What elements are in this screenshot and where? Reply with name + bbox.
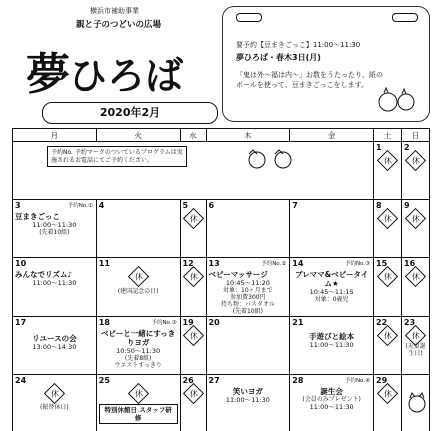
day-cell bbox=[96, 200, 180, 258]
event-title: プレママ&ベビータイム★ bbox=[294, 270, 369, 288]
closed-label: 休 bbox=[411, 331, 420, 340]
event-note: 対象：10ヶ月まで bbox=[223, 287, 273, 294]
day-cell bbox=[13, 258, 97, 317]
day-cell bbox=[180, 258, 206, 317]
day-number: 18 bbox=[98, 318, 110, 327]
logo-kanji: 夢 bbox=[26, 49, 69, 100]
day-number: 2 bbox=[404, 143, 410, 152]
closed-label: 休 bbox=[383, 156, 392, 165]
closed-mark bbox=[377, 150, 398, 171]
day-cell bbox=[96, 258, 180, 317]
event-title: 手遊びと絵本 bbox=[309, 332, 355, 341]
day-cell bbox=[402, 142, 430, 200]
day-cell bbox=[374, 375, 402, 431]
weekday-tue: 火 bbox=[96, 129, 180, 142]
day-cell bbox=[96, 317, 180, 375]
closed-label: 休 bbox=[189, 214, 197, 223]
beans-icon bbox=[236, 13, 262, 22]
oni-icon bbox=[376, 86, 416, 114]
closed-mark bbox=[405, 208, 426, 229]
holiday-note: (建国記念の日) bbox=[117, 288, 159, 295]
day-cell bbox=[290, 317, 374, 375]
day-number: 16 bbox=[404, 259, 416, 268]
event-title: ベビーと一緒にすっきりヨガ bbox=[101, 329, 176, 347]
month-label: 2020年2月 bbox=[42, 102, 218, 124]
oni-mask-icon bbox=[404, 392, 430, 414]
legend-cell bbox=[13, 142, 374, 200]
event-time: 10:45～11:15 bbox=[309, 288, 354, 296]
event-note: (先着8組) bbox=[124, 355, 152, 362]
day-cell bbox=[180, 317, 206, 375]
reservation-no: 予約No.③ bbox=[344, 261, 370, 267]
event-note: 対象：0歳児 bbox=[314, 296, 349, 303]
day-cell bbox=[290, 258, 374, 317]
notice bbox=[222, 4, 436, 126]
day-number: 20 bbox=[208, 318, 220, 327]
closed-mark bbox=[405, 266, 426, 287]
event-note: (先着10組) bbox=[232, 308, 264, 315]
day-cell bbox=[374, 258, 402, 317]
week-row bbox=[13, 317, 430, 375]
subtitle: 親と子のつどいの広場 bbox=[76, 20, 162, 30]
event-time: 11:00～11:30 bbox=[32, 221, 77, 229]
closed-label: 休 bbox=[383, 272, 392, 281]
week-row bbox=[13, 200, 430, 258]
closed-label: 休 bbox=[189, 272, 197, 281]
day-cell bbox=[290, 375, 374, 431]
special-closure-note: 特別休館日 スタッフ研修 bbox=[99, 404, 178, 424]
kids-icon bbox=[243, 148, 303, 176]
day-cell bbox=[402, 375, 430, 431]
day-number: 19 bbox=[182, 318, 194, 327]
closed-label: 休 bbox=[411, 156, 420, 165]
holiday-note: (天皇誕生日) bbox=[405, 343, 426, 357]
reservation-no: 予約No.② bbox=[261, 261, 287, 267]
day-cell bbox=[402, 317, 430, 375]
closed-mark bbox=[128, 266, 149, 287]
closed-mark bbox=[377, 208, 398, 229]
closed-label: 休 bbox=[383, 389, 392, 398]
weekday-mon: 月 bbox=[13, 129, 97, 142]
event-note: (先着10組) bbox=[39, 229, 70, 236]
day-number: 10 bbox=[15, 259, 27, 268]
reservation-no: 予約No.① bbox=[67, 203, 93, 209]
weekday-sat: 土 bbox=[374, 129, 402, 142]
logo bbox=[26, 38, 183, 102]
day-cell bbox=[374, 317, 402, 375]
reservation-no: 予約No.③ bbox=[151, 320, 177, 326]
closed-label: 休 bbox=[189, 331, 197, 340]
day-cell bbox=[180, 375, 206, 431]
day-number: 25 bbox=[98, 376, 110, 385]
day-number: 6 bbox=[208, 201, 215, 210]
day-number: 7 bbox=[292, 201, 298, 210]
day-number: 26 bbox=[182, 376, 194, 385]
reservation-no: 予約No.④ bbox=[344, 378, 370, 384]
day-cell bbox=[206, 317, 290, 375]
day-cell bbox=[206, 258, 290, 317]
closed-label: 休 bbox=[383, 331, 392, 340]
closed-mark bbox=[44, 383, 65, 404]
event-note: ウエストすっきり bbox=[114, 362, 162, 369]
calendar bbox=[12, 128, 430, 431]
closed-mark bbox=[182, 266, 203, 287]
closed-mark bbox=[405, 150, 426, 171]
closed-label: 休 bbox=[189, 389, 197, 398]
header-left bbox=[6, 4, 226, 124]
day-cell bbox=[290, 200, 374, 258]
day-cell bbox=[13, 200, 97, 258]
day-number: 1 bbox=[376, 143, 382, 152]
day-number: 3 bbox=[15, 201, 21, 210]
closed-mark bbox=[377, 266, 398, 287]
day-number: 8 bbox=[376, 201, 382, 210]
holiday-note: (振替休日) bbox=[40, 404, 69, 411]
day-cell bbox=[206, 375, 290, 431]
weekday-fri: 金 bbox=[290, 129, 374, 142]
closed-mark bbox=[128, 383, 149, 404]
day-cell bbox=[402, 258, 430, 317]
closed-mark bbox=[377, 383, 398, 404]
day-number: 11 bbox=[98, 259, 110, 268]
day-number: 28 bbox=[292, 376, 304, 385]
day-number: 15 bbox=[376, 259, 388, 268]
day-cell bbox=[374, 142, 402, 200]
event-title: ベビーマッサージ bbox=[208, 270, 268, 279]
day-cell bbox=[206, 200, 290, 258]
logo-kana: ひろば bbox=[69, 53, 184, 98]
legend: 予約No. 予約マークのついているプログラムは実施されるお電話にてご予約ください。 bbox=[47, 146, 187, 167]
day-number: 14 bbox=[292, 259, 304, 268]
closed-label: 休 bbox=[383, 214, 392, 223]
day-cell bbox=[374, 200, 402, 258]
day-cell bbox=[180, 200, 206, 258]
closed-label: 休 bbox=[411, 214, 420, 223]
event-time: 10:45～11:20 bbox=[225, 279, 270, 287]
day-cell bbox=[13, 317, 97, 375]
event-note: 参加費300円 bbox=[230, 294, 266, 301]
event-note: (会員のみプレゼント) bbox=[302, 396, 361, 403]
closed-label: 休 bbox=[134, 272, 143, 281]
closed-label: 休 bbox=[50, 389, 59, 398]
closed-mark bbox=[182, 208, 203, 229]
day-number: 9 bbox=[404, 201, 410, 210]
day-cell bbox=[402, 200, 430, 258]
closed-mark bbox=[182, 383, 203, 404]
event-note: 持ち物：バスタオル bbox=[220, 301, 275, 308]
notice-line-2: 夢ひろば・春木3日(月) bbox=[236, 53, 321, 62]
event-title: 笑いヨガ bbox=[232, 387, 263, 396]
day-number: 23 bbox=[404, 318, 416, 327]
week-row bbox=[13, 258, 430, 317]
event-time: 11:00～11:30 bbox=[309, 403, 354, 411]
event-title: みんなでリズム♪ bbox=[15, 270, 73, 279]
day-number: 5 bbox=[182, 201, 189, 210]
event-title: 誕生会 bbox=[320, 387, 343, 396]
day-cell bbox=[13, 375, 97, 431]
weekday-thu: 木 bbox=[206, 129, 290, 142]
closed-mark bbox=[182, 325, 203, 346]
day-number: 29 bbox=[376, 376, 388, 385]
event-time: 10:50～11:30 bbox=[116, 347, 161, 355]
day-number: 21 bbox=[292, 318, 304, 327]
beans-icon bbox=[392, 13, 418, 22]
event-title: リユースの会 bbox=[32, 334, 77, 343]
week-row bbox=[13, 142, 430, 200]
notice-line-3: 「鬼は外～福は内～」お数をうたったり、紙のボールを使って、豆まきごっこをします。 bbox=[236, 71, 383, 89]
closed-label: 休 bbox=[134, 389, 143, 398]
notice-line-1: 要予約【豆まきごっこ】11:00～11:30 bbox=[236, 41, 361, 49]
closed-label: 休 bbox=[411, 272, 420, 281]
week-row bbox=[13, 375, 430, 431]
weekday-sun: 日 bbox=[402, 129, 430, 142]
day-cell bbox=[96, 375, 180, 431]
day-number: 22 bbox=[376, 318, 388, 327]
day-number: 24 bbox=[15, 376, 27, 385]
event-time: 11:00～11:30 bbox=[32, 279, 77, 287]
event-time: 11:00～11:30 bbox=[225, 396, 270, 404]
day-number: 27 bbox=[208, 376, 220, 385]
day-number: 12 bbox=[182, 259, 194, 268]
closed-mark bbox=[377, 325, 398, 346]
event-time: 13:00～14:30 bbox=[32, 343, 77, 351]
event-time: 11:00～11:30 bbox=[309, 341, 354, 349]
weekday-wed: 水 bbox=[180, 129, 206, 142]
event-title: 豆まきごっこ bbox=[15, 212, 60, 221]
org-label: 横浜市補助事業 bbox=[90, 7, 139, 15]
day-number: 17 bbox=[15, 318, 27, 327]
day-number: 13 bbox=[208, 259, 220, 268]
weekday-header bbox=[13, 129, 430, 142]
day-number: 4 bbox=[98, 201, 105, 210]
